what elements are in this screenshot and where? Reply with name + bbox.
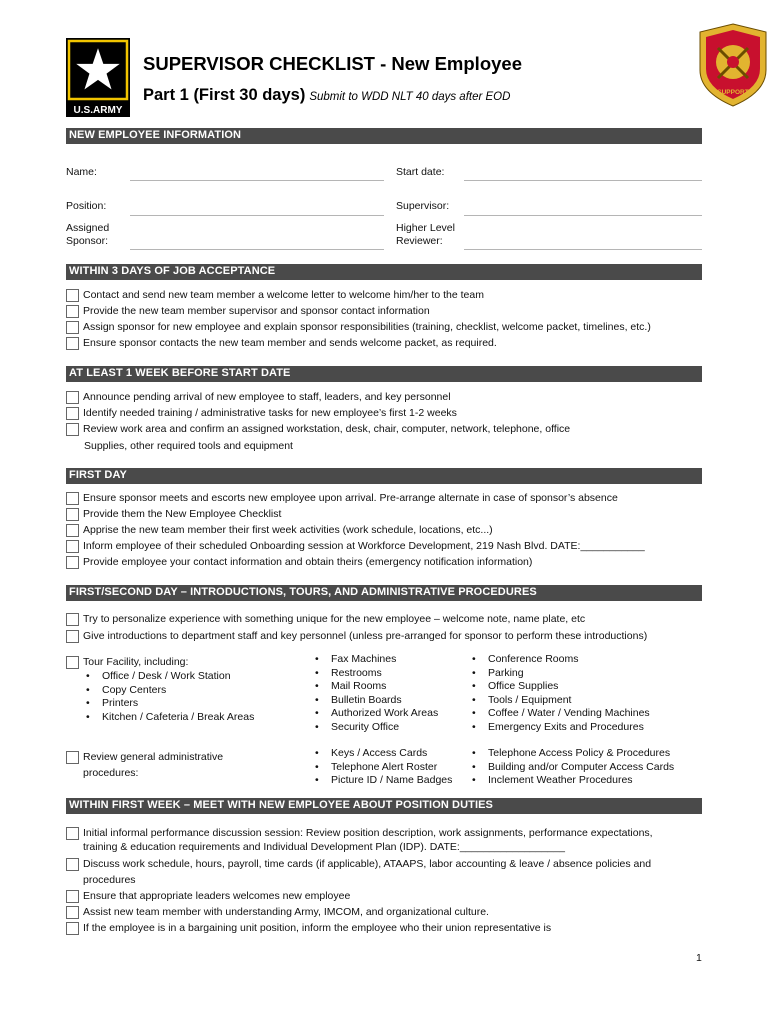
checklist-item[interactable] <box>66 629 647 643</box>
checklist-item-tour[interactable] <box>66 655 188 669</box>
checklist-item[interactable] <box>66 390 451 404</box>
checkbox[interactable] <box>66 906 79 919</box>
list-item: • Coffee / Water / Vending Machines <box>468 707 650 721</box>
list-item: • Security Office <box>311 721 438 735</box>
tour-col2-list <box>311 653 438 734</box>
list-item: • Emergency Exits and Procedures <box>468 721 650 735</box>
higher-level-reviewer-field[interactable] <box>464 249 702 250</box>
checklist-item-text: Ensure that appropriate leaders welcomes new employee <box>83 890 351 902</box>
page-number: 1 <box>696 952 702 964</box>
checklist-item-text: Announce pending arrival of new employee to staff, leaders, and key personnel <box>83 391 451 403</box>
checklist-item-continuation: Supplies, other required tools and equipment <box>84 440 293 452</box>
section-introductions-tours: FIRST/SECOND DAY – INTRODUCTIONS, TOURS, AND ADMINISTRATIVE PROCEDURES <box>66 585 702 601</box>
item-line: Initial informal performance discussion session: Review position description, work assignments, performance expectations, <box>83 827 653 839</box>
position-label: Position: <box>66 200 107 212</box>
list-item: • Bulletin Boards <box>311 694 438 708</box>
checkbox[interactable] <box>66 524 79 537</box>
list-item: • Conference Rooms <box>468 653 650 667</box>
list-item: • Restrooms <box>311 667 438 681</box>
checklist-item-text <box>83 857 651 887</box>
checklist-item[interactable] <box>66 422 570 436</box>
checklist-item[interactable] <box>66 539 645 553</box>
checkbox[interactable] <box>66 751 79 764</box>
section-first-day: FIRST DAY <box>66 468 702 484</box>
reviewer-label-line1: Higher Level <box>396 222 455 234</box>
list-item: • Mail Rooms <box>311 680 438 694</box>
list-item: • Picture ID / Name Badges <box>311 774 452 788</box>
list-item: • Copy Centers <box>82 684 254 698</box>
list-item: • Building and/or Computer Access Cards <box>468 761 674 775</box>
checklist-item-text: Tour Facility, including: <box>83 656 189 668</box>
list-item: • Telephone Alert Roster <box>311 761 452 775</box>
checklist-item-text: Provide employee your contact information and obtain theirs (emergency notification information) <box>83 556 533 568</box>
checklist-item[interactable] <box>66 523 493 537</box>
checkbox[interactable] <box>66 922 79 935</box>
item-line: training & education requirements and Individual Development Plan (IDP). DATE:__________________ <box>83 841 565 853</box>
list-item: • Telephone Access Policy & Procedures <box>468 747 674 761</box>
checklist-item-text: Contact and send new team member a welcome letter to welcome him/her to the team <box>83 289 484 301</box>
checkbox[interactable] <box>66 890 79 903</box>
checkbox[interactable] <box>66 508 79 521</box>
assigned-sponsor-label <box>66 222 109 248</box>
seal-text: SUPPORT <box>717 89 749 96</box>
checklist-item[interactable] <box>66 336 497 350</box>
checkbox[interactable] <box>66 656 79 669</box>
item-line: Discuss work schedule, hours, payroll, time cards (if applicable), ATAAPS, labor accounting & leave / absence policies and <box>83 858 652 870</box>
section-within-first-week: WITHIN FIRST WEEK – MEET WITH NEW EMPLOYEE ABOUT POSITION DUTIES <box>66 798 702 814</box>
section-within-3-days: WITHIN 3 DAYS OF JOB ACCEPTANCE <box>66 264 702 280</box>
checklist-item[interactable] <box>66 889 350 903</box>
checklist-item[interactable] <box>66 826 653 854</box>
checklist-item-text: Try to personalize experience with something unique for the new employee – welcome note, name plate, etc <box>83 613 586 625</box>
checklist-item[interactable] <box>66 288 484 302</box>
us-army-logo <box>66 38 130 118</box>
checklist-item-text: If the employee is in a bargaining unit position, inform the employee who their union representative is <box>83 922 552 934</box>
checklist-item-text: Assist new team member with understanding Army, IMCOM, and organizational culture. <box>83 906 489 918</box>
admin-col3-list <box>468 747 674 788</box>
list-item: • Keys / Access Cards <box>311 747 452 761</box>
checklist-item[interactable] <box>66 304 430 318</box>
checklist-item[interactable] <box>66 555 532 569</box>
page-title: SUPERVISOR CHECKLIST - New Employee <box>143 53 522 74</box>
checklist-item-text: Ensure sponsor contacts the new team member and sends welcome packet, as required. <box>83 337 497 349</box>
checklist-item-text: Ensure sponsor meets and escorts new employee upon arrival. Pre-arrange alternate in case of sponsor’s absence <box>83 492 618 504</box>
checkbox[interactable] <box>66 613 79 626</box>
support-seal-logo <box>694 22 770 108</box>
checkbox[interactable] <box>66 827 79 840</box>
checkbox[interactable] <box>66 407 79 420</box>
list-item: • Office Supplies <box>468 680 650 694</box>
subtitle-part: Part 1 (First 30 days) <box>143 86 306 104</box>
section-new-employee-info: NEW EMPLOYEE INFORMATION <box>66 128 702 144</box>
list-item: • Tools / Equipment <box>468 694 650 708</box>
checklist-item[interactable] <box>66 905 489 919</box>
checklist-item-text: Apprise the new team member their first week activities (work schedule, locations, etc...) <box>83 524 493 536</box>
checkbox[interactable] <box>66 556 79 569</box>
checklist-item[interactable] <box>66 320 651 334</box>
assigned-sponsor-field[interactable] <box>130 249 384 250</box>
checklist-item-text: Inform employee of their scheduled Onboarding session at Workforce Development, 219 Nash Blvd. DATE:___________ <box>83 540 645 552</box>
supervisor-field[interactable] <box>464 215 702 216</box>
admin-col2-list <box>311 747 452 788</box>
tour-sub-list <box>82 670 254 724</box>
list-item: • Fax Machines <box>311 653 438 667</box>
start-date-field[interactable] <box>464 180 702 181</box>
checklist-item[interactable] <box>66 612 585 626</box>
list-item: • Authorized Work Areas <box>311 707 438 721</box>
checkbox[interactable] <box>66 423 79 436</box>
admin-label-line2: procedures: <box>83 767 139 779</box>
checkbox[interactable] <box>66 858 79 871</box>
checklist-item-text: Give introductions to department staff and key personnel (unless pre-arranged for sponsor to perform these introductions) <box>83 630 648 642</box>
checklist-item-text <box>83 750 223 780</box>
page-subtitle <box>143 86 510 105</box>
checkbox[interactable] <box>66 492 79 505</box>
admin-label-line1: Review general administrative <box>83 751 224 763</box>
item-line: procedures <box>83 874 136 886</box>
reviewer-label-line2: Reviewer: <box>396 235 443 247</box>
supervisor-label: Supervisor: <box>396 200 450 212</box>
higher-level-reviewer-label <box>396 222 455 248</box>
checkbox[interactable] <box>66 337 79 350</box>
checklist-item-admin[interactable] <box>66 750 223 780</box>
tour-col3-list <box>468 653 650 734</box>
name-label: Name: <box>66 166 97 178</box>
section-week-before-start: AT LEAST 1 WEEK BEFORE START DATE <box>66 366 702 382</box>
assigned-label-line2: Sponsor: <box>66 235 109 247</box>
checkbox[interactable] <box>66 391 79 404</box>
checklist-item[interactable] <box>66 857 651 887</box>
checklist-item-text: Assign sponsor for new employee and explain sponsor responsibilities (training, checklist, welcome packet, timelines, etc.) <box>83 321 651 333</box>
checklist-item-text <box>83 826 653 854</box>
checklist-item[interactable] <box>66 491 618 505</box>
checklist-item[interactable] <box>66 921 551 935</box>
checkbox[interactable] <box>66 289 79 302</box>
list-item: • Inclement Weather Procedures <box>468 774 674 788</box>
checklist-item-text: Identify needed training / administrative tasks for new employee’s first 1-2 weeks <box>83 407 457 419</box>
checklist-item-text: Review work area and confirm an assigned workstation, desk, chair, computer, network, telephone, office <box>83 423 571 435</box>
checklist-item-text: Provide the new team member supervisor and sponsor contact information <box>83 305 430 317</box>
name-field[interactable] <box>130 180 384 181</box>
start-date-label: Start date: <box>396 166 445 178</box>
checkbox[interactable] <box>66 630 79 643</box>
checkbox[interactable] <box>66 321 79 334</box>
subtitle-note: Submit to WDD NLT 40 days after EOD <box>309 91 511 103</box>
checklist-item[interactable] <box>66 406 457 420</box>
list-item: • Office / Desk / Work Station <box>82 670 254 684</box>
army-logo-text: U.S.ARMY <box>73 105 123 116</box>
list-item: • Parking <box>468 667 650 681</box>
checklist-item-text: Provide them the New Employee Checklist <box>83 508 282 520</box>
checklist-item[interactable] <box>66 507 281 521</box>
list-item: • Kitchen / Cafeteria / Break Areas <box>82 711 254 725</box>
position-field[interactable] <box>130 215 384 216</box>
checkbox[interactable] <box>66 305 79 318</box>
checkbox[interactable] <box>66 540 79 553</box>
list-item: • Printers <box>82 697 254 711</box>
assigned-label-line1: Assigned <box>66 222 110 234</box>
